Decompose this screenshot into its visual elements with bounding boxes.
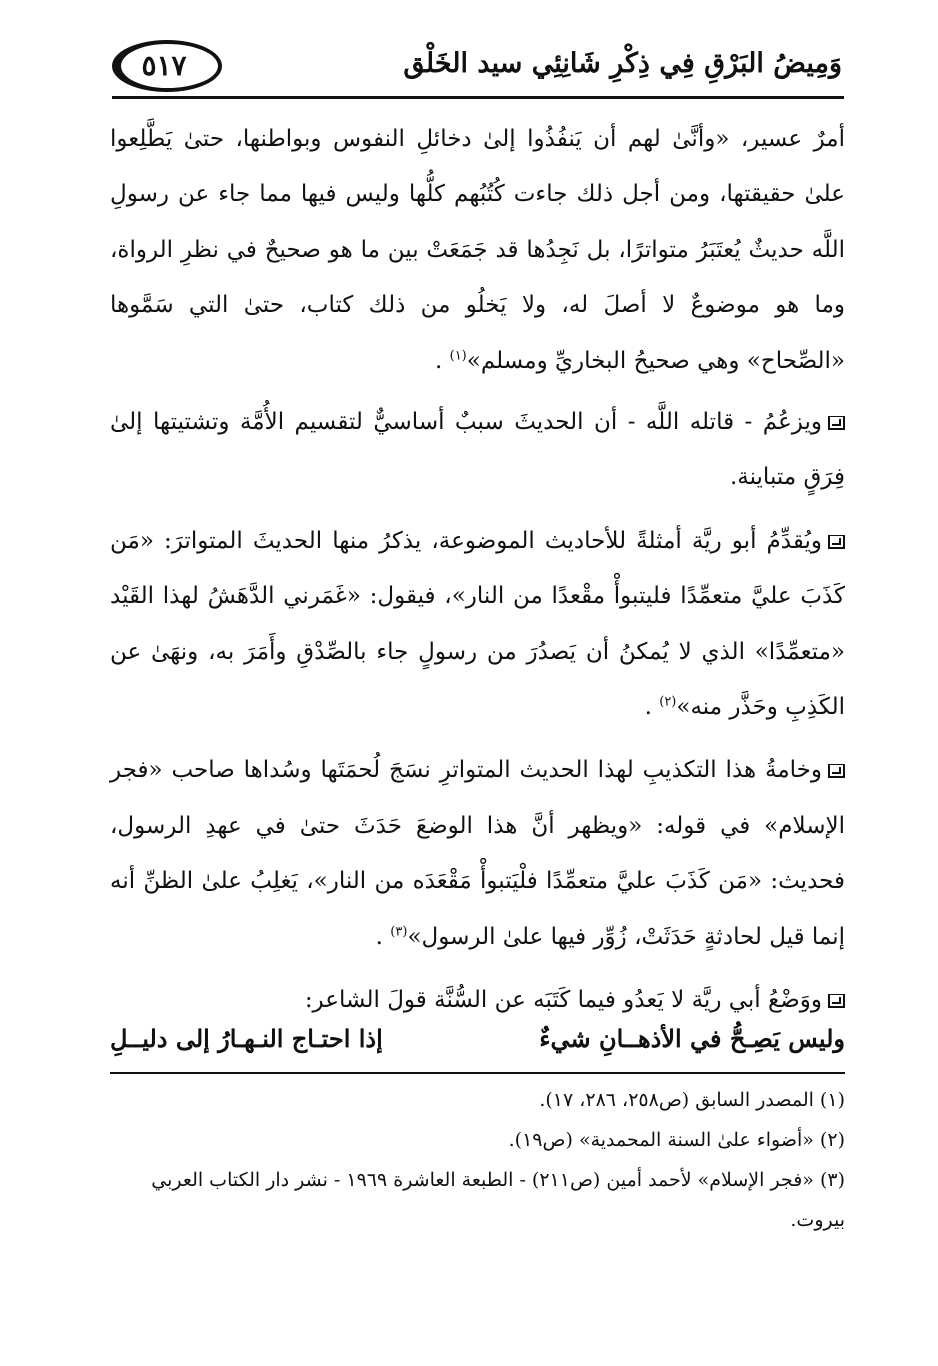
book-title: وَمِيضُ البَرْقِ فِي ذِكْرِ شَانِئِي سيد الخَلْق — [403, 48, 842, 79]
footnote-separator — [110, 1072, 845, 1074]
footnotes — [110, 1080, 845, 1240]
footnote-2: (٢) «أضواء علىٰ السنة المحمدية» (ص١٩). — [508, 1129, 845, 1151]
paragraph-1 — [110, 112, 845, 389]
footnote-ref-2: (٢) — [659, 694, 677, 710]
paragraph-1-text: أمرٌ عسير، «وأنَّىٰ لهم أن يَنفُذُوا إلىٰ دخائلِ النفوس وبواطنها، حتىٰ يَطَّلِعوا علىٰ حقيقتها، ومن أجل ذلك جاءت كُتُبُهم كلُّها وليس فيها مما جاء عن رسولِ اللَّه حديثٌ يُعتَبَرُ متواترًا، بل نَجِدُها قد جَمَعَتْ بين ما هو صحيحٌ في نظرِ الرواة، وما هو موضوعٌ لا أصلَ له، ولا يَخلُو من ذلك كتاب، حتىٰ التي سَمَّوها «الصِّحاح» وهي صحيحُ البخاريِّ ومسلم» — [110, 126, 845, 374]
checkbox-bullet-icon — [828, 764, 845, 778]
paragraph-4-end: . — [375, 923, 391, 950]
running-header — [112, 40, 842, 98]
footnote-3: (٣) «فجر الإسلام» لأحمد أمين (ص٢١١) - الطبعة العاشرة ١٩٦٩ - نشر دار الكتاب العربي بيروت. — [151, 1169, 845, 1231]
paragraph-3-text: ويُقدِّمُ أبو ريَّة أمثلةً للأحاديث الموضوعة، يذكرُ منها الحديثَ المتواترَ: «مَن كَذَبَ عليَّ متعمِّدًا فليتبوأْ مقْعدًا من النار»، فيقول: «غَمَرني الدَّهَشُ لهذا القَيْد «متعمِّدًا» الذي لا يُمكنُ أن يَصدُرَ من رسولٍ جاء بالصِّدْقِ وأَمَرَ به، ونهَىٰ عن الكَذِبِ وحَذَّر منه» — [110, 527, 845, 721]
footnote-1: (١) المصدر السابق (ص٢٥٨، ٢٨٦، ١٧). — [539, 1089, 845, 1111]
paragraph-4 — [110, 743, 845, 965]
paragraph-5-text: ووَضْعُ أبي ريَّة لا يَعدُو فيما كَتَبَه عن السُّنَّة قولَ الشاعر: — [304, 987, 822, 1014]
paragraph-3-end: . — [644, 694, 660, 721]
footnote-ref-3: (٣) — [390, 924, 408, 940]
paragraph-2 — [110, 395, 845, 506]
paragraph-3 — [110, 514, 845, 736]
paragraph-4-text: وخامةُ هذا التكذيبِ لهذا الحديث المتواترِ نسَجَ لُحمَتَها وسُداها صاحب «فجر الإسلام» في قوله: «ويظهر أنَّ هذا الوضعَ حَدَثَ حتىٰ في عهدِ الرسول، فحديث: «مَن كَذَبَ عليَّ متعمِّدًا فلْيَتبوأْ مَقْعَدَه من النار»، يَغلِبُ علىٰ الظنِّ أنه إنما قيل لحادثةٍ حَدَثَتْ، زُوِّر فيها علىٰ الرسول» — [110, 757, 845, 950]
verse-first-hemistich: وليس يَصِـحُّ في الأذهــانِ شيءٌ — [539, 1024, 845, 1053]
footnote-ref-1: (١) — [449, 347, 467, 363]
header-rule — [112, 96, 844, 99]
paragraph-1-end: . — [434, 347, 450, 374]
paragraph-2-text: ويزعُمُ - قاتله اللَّه - أن الحديثَ سببٌ أساسيٌّ لتقسيم الأُمَّة وتشتيتها إلىٰ فِرَقٍ متباينة. — [110, 409, 845, 491]
verse-second-hemistich: إذا احتـاج النـهـارُ إلى دليــلِ — [110, 1024, 383, 1053]
page-number: ٥١٧ — [141, 49, 187, 82]
poetry-verse — [110, 1018, 845, 1066]
checkbox-bullet-icon — [828, 416, 845, 430]
main-text — [110, 112, 845, 1037]
checkbox-bullet-icon — [828, 535, 845, 549]
checkbox-bullet-icon — [828, 994, 845, 1008]
